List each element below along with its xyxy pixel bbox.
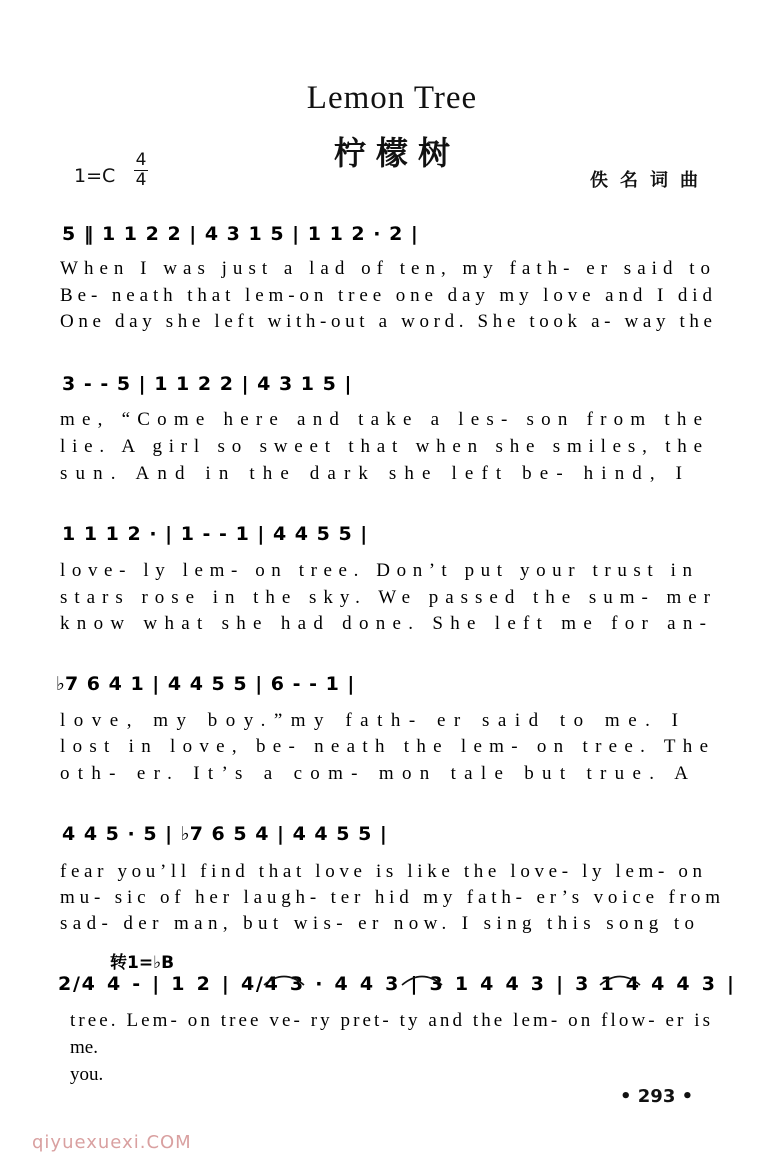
lyric-2-2: lie. A girl so sweet that when she smiles, the [60, 436, 703, 457]
lyric-1-3: One day she left with-out a word. She took a- way the [60, 311, 712, 332]
time-denominator: 4 [135, 170, 147, 190]
page-number: • 293 • [620, 1086, 694, 1107]
notes-row-2: 3 - - 5 | 1 1 2 2 | 4 3 1 5 | [62, 373, 352, 395]
lyric-3-3: know what she had done. She left me for an- [60, 613, 706, 634]
system-6 [58, 952, 734, 1085]
system-3 [60, 523, 711, 634]
lyric-3-2: stars rose in the sky. We passed the sum- mer [60, 587, 710, 608]
title-chinese: 柠檬树 [333, 134, 460, 172]
notes-row-4: ♭7 6 4 1 | 4 4 5 5 | 6 - - 1 | [56, 673, 355, 695]
notes-row-5: 4 4 5 · 5 | ♭7 6 5 4 | 4 4 5 5 | [62, 823, 387, 845]
notes-row-6: 2/4 4 - | 1 2 | 4/4 3 · 4 4 3 | 3 1 4 4 3 | 3 1 4 4 4 3 | [58, 973, 735, 995]
lyric-4-2: lost in love, be- neath the lem- on tree. The [60, 736, 709, 757]
lyric-5-2: mu- sic of her laugh- ter hid my fath- er’s voice from [60, 887, 720, 908]
lyric-2-1: me, “Come here and take a les- son from the [60, 409, 702, 430]
lyric-4-1: love, my boy.”my fath- er said to me. I [60, 710, 679, 731]
watermark: qiyuexuexi.COM [32, 1132, 192, 1153]
lyric-6-3: you. [70, 1064, 104, 1085]
lyric-6-2: me. [70, 1037, 98, 1058]
notes-row-1: 5 ‖ 1 1 2 2 | 4 3 1 5 | 1 1 2 · 2 | [62, 223, 418, 245]
lyric-1-1: When I was just a lad of ten, my fath- er said to [60, 258, 710, 279]
lyric-1-2: Be- neath that lem-on tree one day my love and I did [60, 285, 712, 306]
lyric-6-1: tree. Lem- on tree ve- ry pret- ty and the lem- on flow- er is [70, 1010, 710, 1031]
lyric-4-3: oth- er. It’s a com- mon tale but true. A [60, 763, 689, 784]
modulation-mark: 转1=♭B [110, 953, 175, 973]
lyric-3-1: love- ly lem- on tree. Don’t put your trust in [60, 560, 693, 581]
system-2 [60, 373, 702, 484]
credit: 佚名词曲 [590, 170, 710, 191]
system-4 [56, 673, 708, 784]
system-1 [60, 223, 713, 332]
time-numerator: 4 [135, 150, 147, 170]
lyric-2-3: sun. And in the dark she left be- hind, I [60, 463, 682, 484]
lyric-5-3: sad- der man, but wis- er now. I sing this song to [60, 913, 694, 934]
notes-row-3: 1 1 1 2 · | 1 - - 1 | 4 4 5 5 | [62, 523, 368, 545]
key-signature: 1=C [74, 165, 116, 187]
title-english: Lemon Tree [306, 80, 478, 116]
system-5 [60, 823, 720, 934]
lyric-5-1: fear you’ll find that love is like the love- ly lem- on [60, 861, 702, 882]
